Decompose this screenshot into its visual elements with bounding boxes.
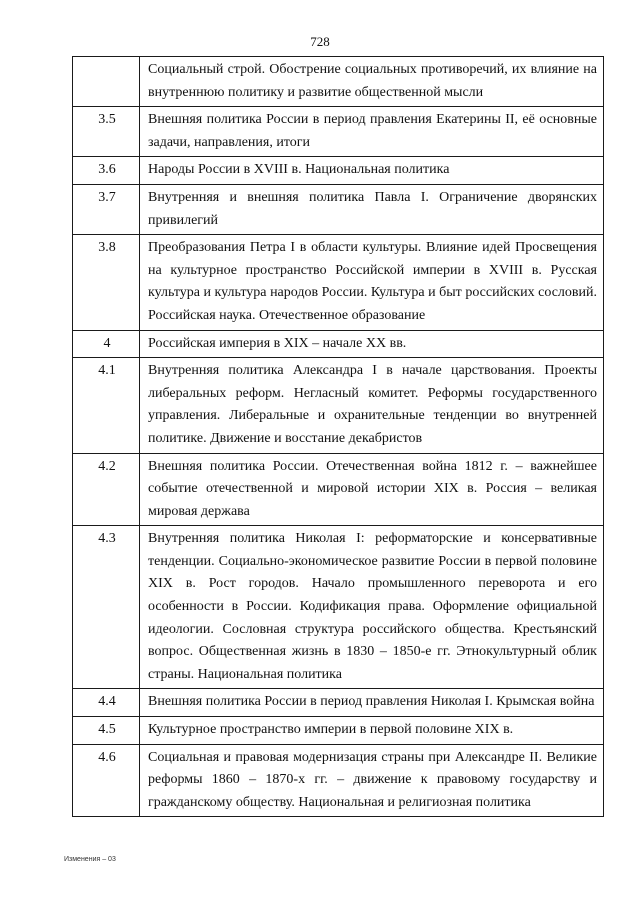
topic-description: Культурное пространство империи в первой половине XIX в.	[140, 717, 604, 745]
topic-number: 3.5	[73, 107, 140, 157]
topic-number: 4	[73, 330, 140, 358]
topic-description: Внешняя политика России в период правления Николая I. Крымская война	[140, 689, 604, 717]
topic-number: 4.1	[73, 358, 140, 453]
topic-number: 3.6	[73, 157, 140, 185]
topic-description: Внутренняя и внешняя политика Павла I. Ограничение дворянских привилегий	[140, 184, 604, 234]
page-number: 728	[310, 34, 330, 49]
topic-number: 4.2	[73, 453, 140, 526]
table-row	[73, 184, 604, 234]
topic-number: 4.3	[73, 526, 140, 689]
table-row	[73, 358, 604, 453]
topic-description: Внешняя политика России в период правления Екатерины II, её основные задачи, направления, итоги	[140, 107, 604, 157]
topic-description: Внутренняя политика Николая I: реформаторские и консервативные тенденции. Социально-экономическое развитие России в первой половине XIX в. Рост городов. Начало промышленного переворота и его особенности в России. Кодификация права. Оформление официальной идеологии. Сословная структура российского общества. Крестьянский вопрос. Общественная жизнь в 1830 – 1850-е гг. Этнокультурный облик страны. Национальная политика	[140, 526, 604, 689]
table-row	[73, 717, 604, 745]
syllabus-table	[72, 56, 604, 817]
topic-description: Внешняя политика России. Отечественная война 1812 г. – важнейшее событие отечественной и мировой истории XIX в. Россия – великая мировая держава	[140, 453, 604, 526]
table-row	[73, 453, 604, 526]
topic-number: 4.5	[73, 717, 140, 745]
table-row	[73, 526, 604, 689]
topic-description: Социальная и правовая модернизация страны при Александре II. Великие реформы 1860 – 1870-х гг. – движение к правовому государству и гражданскому обществу. Национальная и религиозная политика	[140, 744, 604, 817]
topic-number: 3.7	[73, 184, 140, 234]
table-row	[73, 57, 604, 107]
table-row	[73, 744, 604, 817]
topic-number: 4.4	[73, 689, 140, 717]
topic-number	[73, 57, 140, 107]
table-row	[73, 107, 604, 157]
revision-footer: Изменения – 03	[64, 856, 116, 863]
topic-description: Российская империя в XIX – начале XX вв.	[140, 330, 604, 358]
table-row	[73, 157, 604, 185]
topic-description: Внутренняя политика Александра I в начале царствования. Проекты либеральных реформ. Негласный комитет. Реформы государственного управления. Либеральные и охранительные тенденции во внутренней политике. Движение и восстание декабристов	[140, 358, 604, 453]
table-row	[73, 330, 604, 358]
topic-number: 4.6	[73, 744, 140, 817]
table-row	[73, 235, 604, 330]
topic-number: 3.8	[73, 235, 140, 330]
topic-description: Социальный строй. Обострение социальных противоречий, их влияние на внутреннюю политику и развитие общественной мысли	[140, 57, 604, 107]
topic-description: Преобразования Петра I в области культуры. Влияние идей Просвещения на культурное пространство Российской империи в XVIII в. Русская культура и культура народов России. Культура и быт российских сословий. Российская наука. Отечественное образование	[140, 235, 604, 330]
topic-description: Народы России в XVIII в. Национальная политика	[140, 157, 604, 185]
table-row	[73, 689, 604, 717]
